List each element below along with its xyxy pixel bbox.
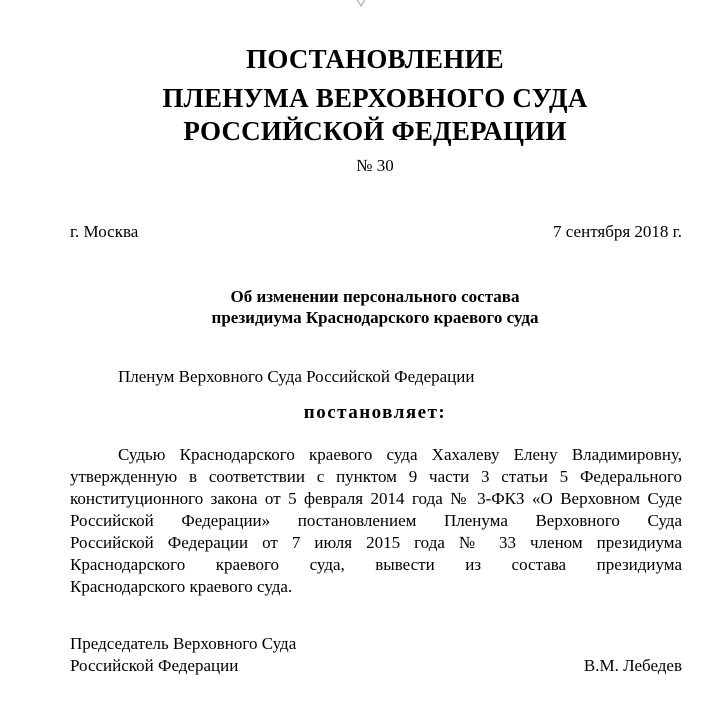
signatory-position: Председатель Верховного Суда [70,634,297,653]
subject-line: президиума Краснодарского краевого суда [211,308,539,327]
document-title-issuer: ПЛЕНУМА ВЕРХОВНОГО СУДА [162,83,588,113]
document-title: ПОСТАНОВЛЕНИЕ [246,44,504,74]
body-line: Краснодарского краевого суда, вывести из состава президиума [70,555,682,574]
emblem-mark [318,0,404,24]
document-city: г. Москва [70,222,139,241]
signatory-name: В.М. Лебедев [583,656,682,675]
body-line: Судью Краснодарского краевого суда Хахалеву Елену Владимировну, [118,445,682,464]
resolves-heading: постановляет: [303,402,447,423]
body-line: конституционного закона от 5 февраля 2014 года № 3-ФКЗ «О Верховном Суде [70,489,682,508]
issuer-text: Пленум Верховного Суда Российской Федерации [118,367,475,386]
document-number: № 30 [356,156,394,175]
signatory-position: Российской Федерации [70,656,239,675]
body-line: Краснодарского краевого суда. [70,577,293,596]
body-line: Российской Федерации от 7 июля 2015 года № 33 членом президиума [70,533,682,552]
body-paragraph [70,444,682,598]
document-date: 7 сентября 2018 г. [553,222,682,241]
subject-line: Об изменении персонального состава [230,287,520,306]
body-line: Российской Федерации» постановлением Пленума Верховного Суда [70,511,682,530]
document-title-country: РОССИЙСКОЙ ФЕДЕРАЦИИ [183,116,567,146]
body-line: утвержденную в соответствии с пунктом 9 части 3 статьи 5 Федерального [70,467,682,486]
